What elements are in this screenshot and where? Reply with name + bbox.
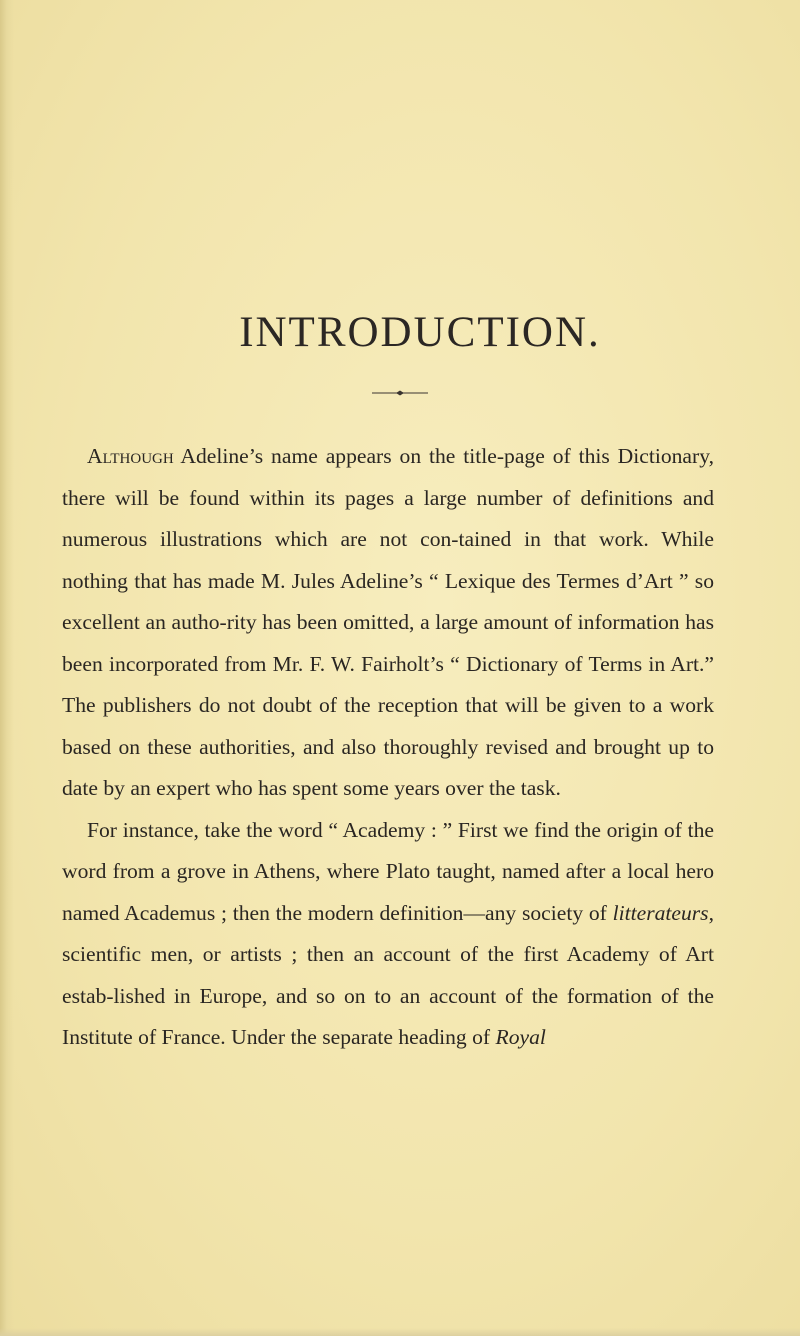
- paragraph-2-text-a: For instance, take the word “ Academy : ” First we find the origin of the word from a grove in Athens, where Plato taught, named after a local hero named Academus ; then the modern definition—any society of: [62, 817, 714, 925]
- spine-shadow: [0, 0, 14, 1336]
- page-title: INTRODUCTION.: [239, 309, 601, 356]
- paragraph-2: [62, 810, 714, 1059]
- introduction-body: [62, 436, 714, 1059]
- paragraph-1-text: Adeline’s name appears on the title-page of this Dictionary, there will be found within its pages a large number of definitions and numerous illustrations which are not con-tained in that work. While nothing that has made M. Jules Adeline’s “ Lexique des Termes d’Art ” so excellent an autho-rity has been omitted, a large amount of information has been incorporated from Mr. F. W. Fairholt’s “ Dictionary of Terms in Art.” The publishers do not doubt of the reception that will be given to a work based on these authorities, and also thoroughly revised and brought up to date by an expert who has spent some years over the task.: [62, 444, 714, 800]
- opening-word: Although: [87, 444, 174, 468]
- paragraph-2-text-b: , scientific men, or artists ; then an account of the first Academy of Art estab-lished in Europe, and so on to an account of the formation of the Institute of France. Under the separate heading of: [62, 900, 714, 1049]
- italic-term-royal: Royal: [495, 1025, 546, 1049]
- paragraph-1: [62, 436, 714, 810]
- divider-ornament-icon: [370, 388, 430, 398]
- italic-term-litterateurs: litterateurs: [612, 900, 709, 925]
- page-bottom-edge: [0, 1328, 800, 1336]
